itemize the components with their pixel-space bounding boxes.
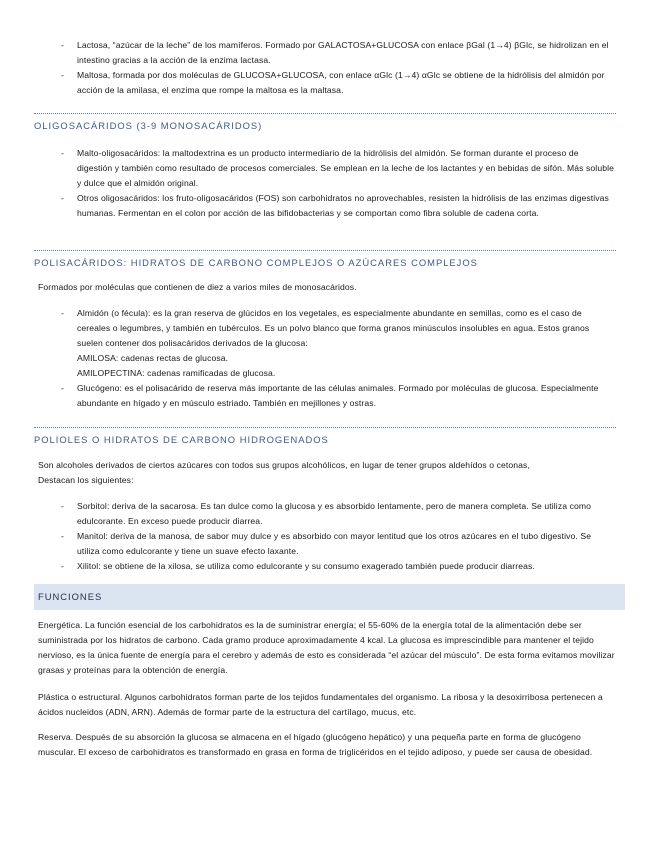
polioles-intro-2: Destacan los siguientes: xyxy=(38,475,134,485)
almidon-text: Almidón (o fécula): es la gran reserva de glúcidos en los vegetales, es especialmente abundante en semillas, como es el caso de cereales o legumbres, y también en tubérculos. Es un polvo blanco que forma granos minúsculos insolubles en agua. Estos granos suelen contener dos polisacáridos derivados de la glucosa: xyxy=(77,308,590,348)
funcion-plastica: Plástica o estructural. Algunos carbohidratos forman parte de los tejidos fundamentales del organismo. La ribosa y la desoxirribosa pertenecen a ácidos nucleidos (ADN, ARN). Además de formar parte de la estructura del cartílago, mucus, etc. xyxy=(38,692,603,717)
list-item-glucogeno: - Glucógeno: es el polisacárido de reserva más importante de las células animales. Formado por moléculas de glucosa. Especialmente abundante en hígado y en músculo estriado. También en mejillones y ostras. xyxy=(0,381,655,411)
list-item-otros-oligosacaridos: - Otros oligosacáridos: los fruto-oligosacáridos (FOS) son carbohidratos no aprovechables, resisten la hidrólisis de las enzimas digestivas humanas. Fermentan en el colon por acción de las bifidobacterias y se comportan como fibra soluble de cadena corta. xyxy=(0,191,655,221)
oligo-list-block xyxy=(0,146,655,221)
disaccharide-list-block xyxy=(0,38,655,98)
amilosa-line: AMILOSA: cadenas rectas de glucosa. xyxy=(77,353,229,363)
list-item-manitol: - Manitol: deriva de la manosa, de sabor muy dulce y es absorbido con mayor lentitud que los otros azúcares en el tubo digestivo. Se utiliza como edulcorante y tiene un suave efecto laxante. xyxy=(0,529,655,559)
funcion-energetica: Energética. La función esencial de los carbohidratos es la de suministrar energía; el 55-60% de la energía total de la alimentación debe ser suministrada por los hidratos de carbono. Cada gramo produce aproximadamente 4 kcal. La glucosa es imprescindible para mantener el tejido nervioso, es la única fuente de energía para el cerebro y además de esto es considerada “el azúcar del músculo”. De esta forma evitamos movilizar grasas y proteínas para la obtención de energía. xyxy=(38,620,615,675)
poli-list xyxy=(0,306,655,411)
polioles-list-block xyxy=(0,499,655,574)
polisacaridos-intro: Formados por moléculas que contienen de diez a varios miles de monosacáridos. xyxy=(38,282,357,292)
disaccharide-list xyxy=(0,38,655,98)
poli-list-block xyxy=(0,306,655,411)
list-item-xilitol: - Xilitol: se obtiene de la xilosa, se utiliza como edulcorante y su consumo exagerado también puede producir diarreas. xyxy=(0,559,655,574)
polioles-intro-1: Son alcoholes derivados de ciertos azúcares con todos sus grupos alcohólicos, en lugar de tener grupos aldehídos o cetonas, xyxy=(38,460,530,470)
list-item-malto-oligosacaridos: - Malto-oligosacáridos: la maltodextrina es un producto intermediario de la hidrólisis del almidón. Se forman durante el proceso de digestión y también como resultado de procesos comerciales. Se emplean en la leche de los lactantes y en bebidas de sifón. Más soluble y dulce que el almidón original. xyxy=(0,146,655,191)
section-heading-funciones: FUNCIONES xyxy=(34,584,625,610)
list-item-almidon xyxy=(0,306,655,381)
oligo-list xyxy=(0,146,655,221)
section-heading-polioles: POLIOLES O HIDRATOS DE CARBONO HIDROGENADOS xyxy=(34,427,616,448)
list-item-lactosa: - Lactosa, “azúcar de la leche” de los mamíferos. Formado por GALACTOSA+GLUCOSA con enlace βGal (1→4) βGlc, se hidrolizan en el intestino gracias a la acción de la enzima lactasa. xyxy=(0,38,655,68)
list-item-sorbitol: - Sorbitol: deriva de la sacarosa. Es tan dulce como la glucosa y es absorbido lentamente, pero de manera completa. Se utiliza como edulcorante. En exceso puede producir diarrea. xyxy=(0,499,655,529)
section-heading-oligosacaridos: OLIGOSACÁRIDOS (3-9 MONOSACÁRIDOS) xyxy=(34,113,616,134)
funcion-reserva: Reserva. Después de su absorción la glucosa se almacena en el hígado (glucógeno hepático) y una pequeña parte en forma de glucógeno muscular. El exceso de carbohidratos es transformado en grasa en forma de triglicéridos en el tejido adiposo, y puede ser causa de obesidad. xyxy=(38,732,593,757)
section-heading-polisacaridos: POLISACÁRIDOS: HIDRATOS DE CARBONO COMPLEJOS O AZÚCARES COMPLEJOS xyxy=(34,250,616,271)
list-item-maltosa: - Maltosa, formada por dos moléculas de GLUCOSA+GLUCOSA, con enlace αGlc (1→4) αGlc se obtiene de la hidrólisis del almidón por acción de la amilasa, el enzima que rompe la maltosa es la maltasa. xyxy=(0,68,655,98)
polioles-list xyxy=(0,499,655,574)
amilopectina-line: AMILOPECTINA: cadenas ramificadas de glucosa. xyxy=(77,368,276,378)
